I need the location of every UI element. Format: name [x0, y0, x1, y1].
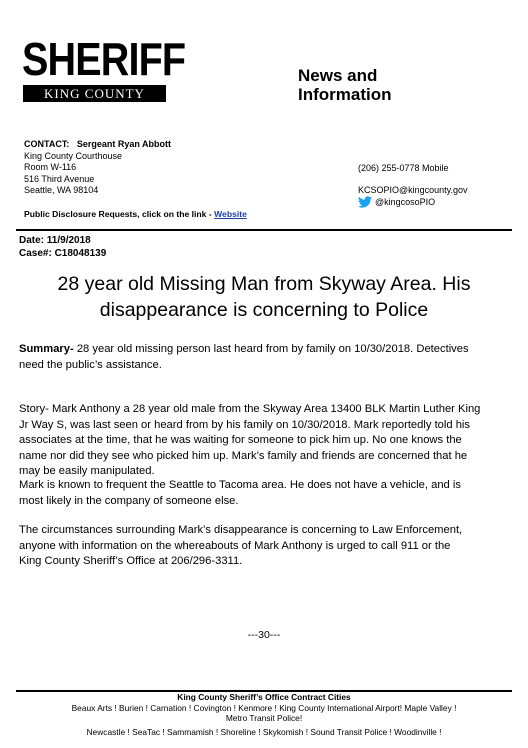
news-heading-line1: News and — [298, 66, 378, 85]
area-paragraph — [19, 478, 499, 509]
footer-line: Metro Transit Police! — [225, 713, 303, 723]
summary-line — [19, 342, 499, 358]
area-line: Mark is known to frequent the Seattle to Tacoma area. He does not have a vehicle, and is — [19, 479, 461, 491]
contact-block — [24, 139, 171, 197]
footer-line: Beaux Arts ! Burien ! Carnation ! Covington ! Kenmore ! King County International Airport! Maple Valley ! — [71, 702, 457, 713]
address-line: Seattle, WA 98104 — [24, 185, 99, 195]
sheriff-logo — [22, 33, 186, 101]
header-divider — [16, 229, 512, 231]
story-line: may be easily manipulated. — [19, 465, 155, 477]
story-line: Jr Way S, was last seen or heard from by his family on 10/30/2018. Mark reportedly told his — [19, 418, 471, 431]
case-number: Case#: C18048139 — [19, 247, 107, 259]
footer — [18, 692, 510, 737]
disclosure-line — [24, 209, 247, 219]
address-line: Room W-116 — [24, 162, 77, 172]
website-link[interactable]: Website — [214, 209, 247, 219]
footer-title: King County Sheriff’s Office Contract Cities — [177, 692, 351, 702]
twitter-bird-icon — [358, 196, 372, 208]
address-line: 516 Third Avenue — [24, 173, 95, 184]
appeal-line: The circumstances surrounding Mark’s disappearance is concerning to Law Enforcement, — [19, 524, 463, 536]
contact-phone: (206) 255-0778 Mobile — [358, 163, 449, 173]
twitter-handle[interactable] — [358, 196, 435, 208]
contact-name: Sergeant Ryan Abbott — [76, 139, 172, 149]
contact-line — [24, 139, 171, 151]
story-paragraph — [19, 402, 499, 480]
summary-text: 28 year old missing person last heard from by family on 10/30/2018. Detectives — [73, 343, 469, 355]
address-line: King County Courthouse — [24, 150, 123, 161]
appeal-line: anyone with information on the whereabouts of Mark Anthony is urged to call 911 or the — [19, 539, 451, 552]
appeal-line: King County Sheriff’s Office at 206/296-3311. — [19, 555, 243, 567]
news-heading — [298, 66, 392, 104]
headline — [20, 272, 508, 323]
logo-county-bar: KING COUNTY — [23, 85, 166, 102]
end-marker: ---30--- — [247, 629, 281, 641]
summary-line: need the public’s assistance. — [19, 358, 162, 371]
footer-line: Newcastle ! SeaTac ! Sammamish ! Shoreline ! Skykomish ! Sound Transit Police ! Woodinville ! — [86, 726, 442, 737]
headline-line2: disappearance is concerning to Police — [99, 298, 429, 321]
story-line: name nor did they see who picked him up. Mark’s family and friends are concerned that he — [19, 449, 468, 462]
contact-label: CONTACT: — [24, 139, 70, 149]
headline-line1: 28 year old Missing Man from Skyway Area. His — [57, 273, 471, 295]
release-date: Date: 11/9/2018 — [19, 235, 91, 246]
appeal-paragraph — [19, 523, 499, 570]
summary-label: Summary- — [19, 343, 74, 355]
logo-word: SHERIFF — [22, 33, 186, 85]
release-meta — [19, 235, 106, 260]
twitter-handle-text: @kingcosoPIO — [375, 197, 436, 207]
disclosure-text: Public Disclosure Requests, click on the link - — [24, 209, 215, 219]
story-line: associates at the time, that he was waiting for someone to pick him up. No one knows the — [19, 434, 462, 446]
news-heading-line2: Information — [298, 85, 392, 104]
story-line: Story- Mark Anthony a 28 year old male from the Skyway Area 13400 BLK Martin Luther King — [19, 403, 481, 415]
summary-paragraph — [19, 342, 499, 373]
contact-email[interactable]: KCSOPIO@kingcounty.gov — [358, 185, 468, 195]
area-line: most likely in the company of someone else. — [19, 494, 239, 507]
